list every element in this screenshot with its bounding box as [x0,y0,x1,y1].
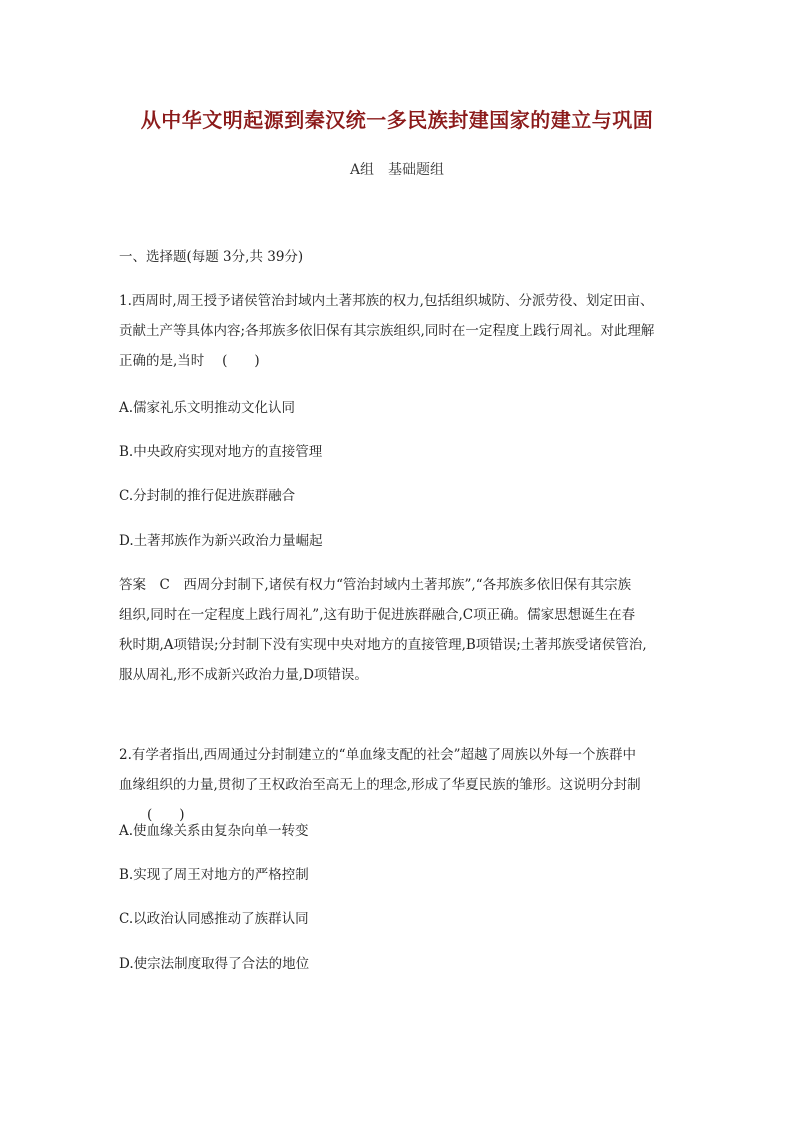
question-2-option-c [119,904,679,934]
question-1-stem-line: 贡献土产等具体内容;各邦族多依旧保有其宗族组织,同时在一定程度上践行周礼。对此理解 [119,323,655,339]
question-2-option-b [119,860,679,890]
section-heading [119,242,679,272]
question-2-stem-line: 血缘组织的力量,贯彻了王权政治至高无上的理念,形成了华夏民族的雏形。这说明分封制 [119,777,641,793]
question-1-option-a [119,393,679,423]
question-2-option-d [119,949,679,979]
answer-line: 服从周礼,形不成新兴政治力量,D项错误。 [119,667,368,683]
option-d-text: D.土著邦族作为新兴政治力量崛起 [119,533,323,549]
document-title: 从中华文明起源到秦汉统一多民族封建国家的建立与巩固 [140,108,654,132]
option-c-text: C.以政治认同感推动了族群认同 [119,911,309,927]
answer-line: 秋时期,A项错误;分封制下没有实现中央对地方的直接管理,B项错误;土著邦族受诸侯管治, [119,637,647,653]
question-2-answer-bracket: ( ) [147,807,185,823]
question-1-stem-line: 正确的是,当时 ( ) [119,353,260,369]
section-heading-text: 一、选择题(每题 3分,共 39分) [119,249,304,265]
group-subtitle: A组 基础题组 [349,162,445,178]
question-1-stem [119,286,679,376]
option-a-text: A.儒家礼乐文明推动文化认同 [119,400,296,416]
question-1-option-b [119,437,679,467]
question-1-option-d [119,526,679,556]
answer-line: 组织,同时在一定程度上践行周礼”,这有助于促进族群融合,C项正确。儒家思想诞生在春 [119,607,636,623]
option-a-text: A.使血缘关系由复杂向单一转变 [119,823,309,839]
question-2-stem-line: 2.有学者指出,西周通过分封制建立的“单血缘支配的社会”超越了周族以外每一个族群中 [119,747,636,763]
question-1-option-c [119,481,679,511]
question-1-stem-line: 1.西周时,周王授予诸侯管治封域内土著邦族的权力,包括组织城防、分派劳役、划定田亩、 [119,293,654,309]
question-2-option-a [119,816,679,846]
question-1-answer [119,570,679,690]
option-d-text: D.使宗法制度取得了合法的地位 [119,956,310,972]
option-c-text: C.分封制的推行促进族群融合 [119,488,296,504]
option-b-text: B.中央政府实现对地方的直接管理 [119,444,323,460]
answer-line: 答案 C 西周分封制下,诸侯有权力“管治封域内土著邦族”,“各邦族多依旧保有其宗族 [119,577,632,593]
option-b-text: B.实现了周王对地方的严格控制 [119,867,309,883]
